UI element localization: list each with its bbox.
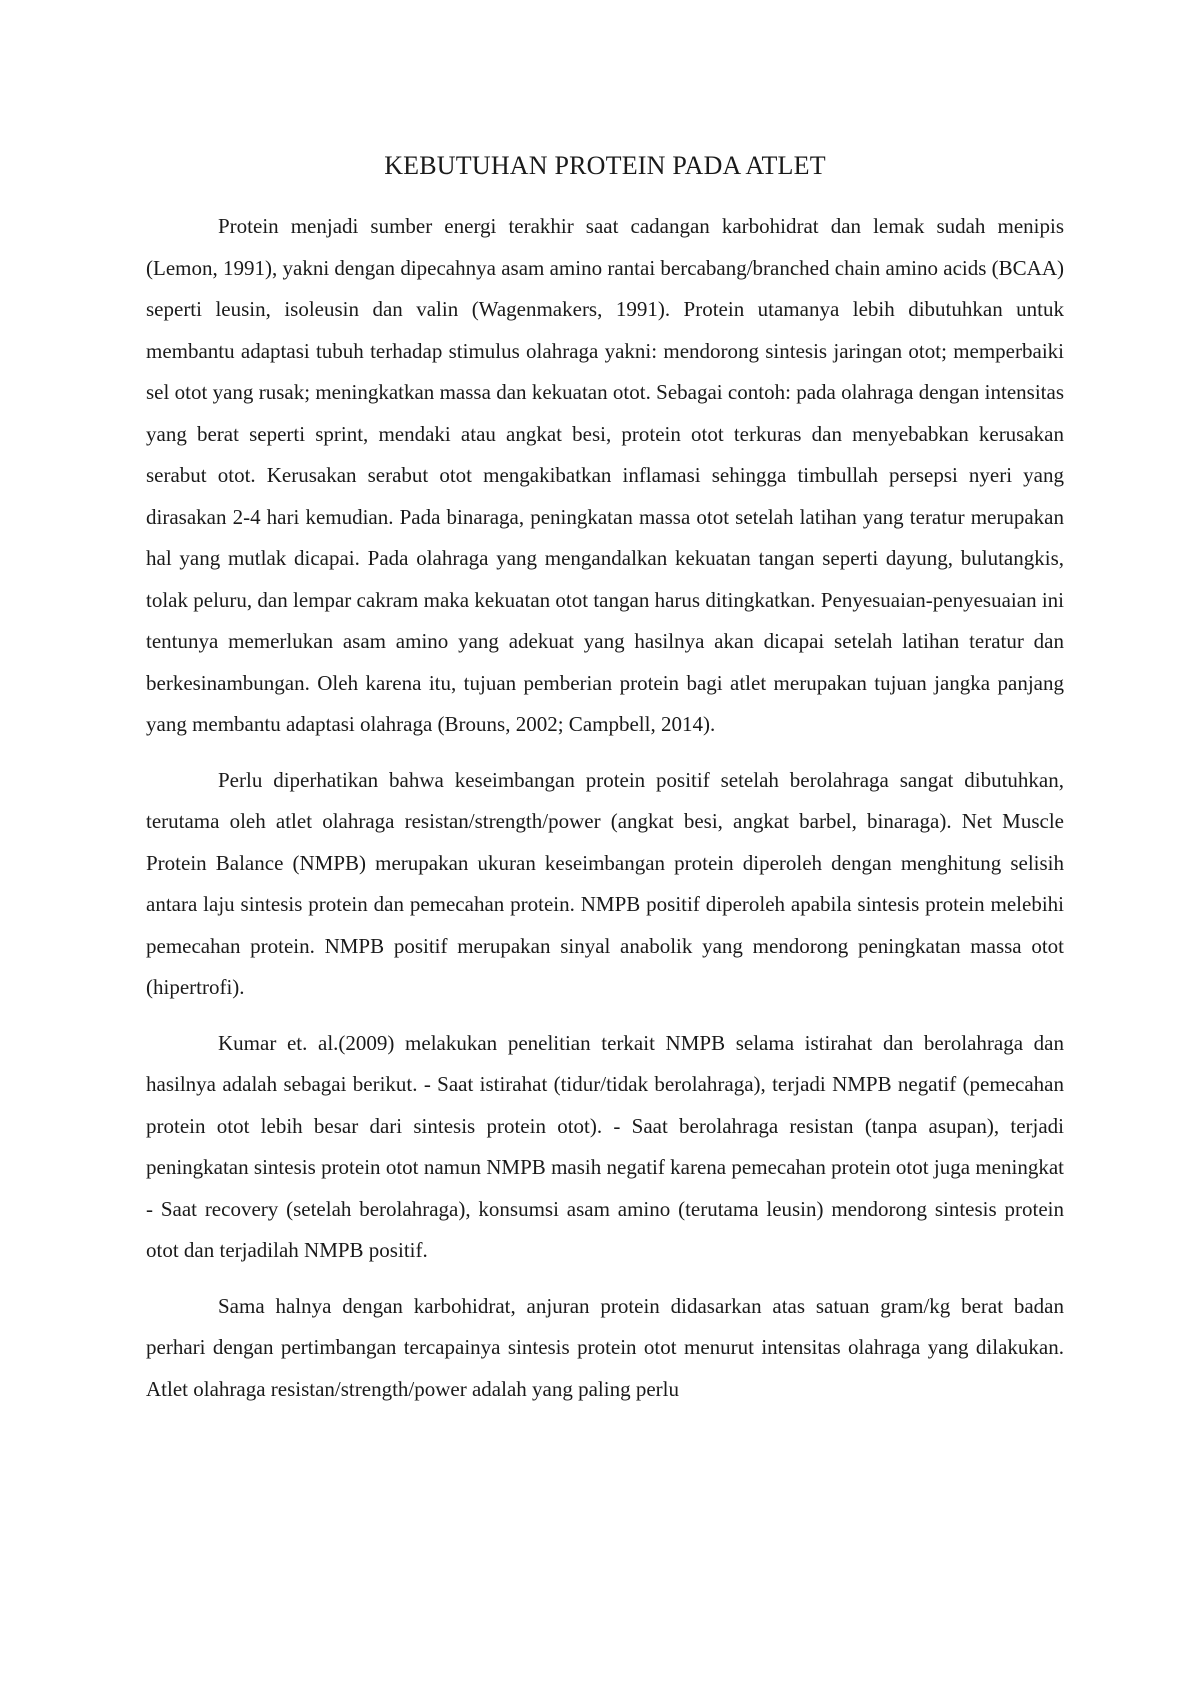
- document-body: [146, 146, 1064, 1424]
- paragraph-1: Protein menjadi sumber energi terakhir saat cadangan karbohidrat dan lemak sudah menipis (Lemon, 1991), yakni dengan dipecahnya asam amino rantai bercabang/branched chain amino acids (BCAA) seperti leusin, isoleusin dan valin (Wagenmakers, 1991). Protein utamanya lebih dibutuhkan untuk membantu adaptasi tubuh terhadap stimulus olahraga yakni: mendorong sintesis jaringan otot; memperbaiki sel otot yang rusak; meningkatkan massa dan kekuatan otot. Sebagai contoh: pada olahraga dengan intensitas yang berat seperti sprint, mendaki atau angkat besi, protein otot terkuras dan menyebabkan kerusakan serabut otot. Kerusakan serabut otot mengakibatkan inflamasi sehingga timbullah persepsi nyeri yang dirasakan 2-4 hari kemudian. Pada binaraga, peningkatan massa otot setelah latihan yang teratur merupakan hal yang mutlak dicapai. Pada olahraga yang mengandalkan kekuatan tangan seperti dayung, bulutangkis, tolak peluru, dan lempar cakram maka kekuatan otot tangan harus ditingkatkan. Penyesuaian-penyesuaian ini tentunya memerlukan asam amino yang adekuat yang hasilnya akan dicapai setelah latihan teratur dan berkesinambungan. Oleh karena itu, tujuan pemberian protein bagi atlet merupakan tujuan jangka panjang yang membantu adaptasi olahraga (Brouns, 2002; Campbell, 2014).: [146, 214, 1064, 736]
- document-title: KEBUTUHAN PROTEIN PADA ATLET: [384, 151, 826, 180]
- paragraph-2: Perlu diperhatikan bahwa keseimbangan protein positif setelah berolahraga sangat dibutuhkan, terutama oleh atlet olahraga resistan/strength/power (angkat besi, angkat barbel, binaraga). Net Muscle Protein Balance (NMPB) merupakan ukuran keseimbangan protein diperoleh dengan menghitung selisih antara laju sintesis protein dan pemecahan protein. NMPB positif diperoleh apabila sintesis protein melebihi pemecahan protein. NMPB positif merupakan sinyal anabolik yang mendorong peningkatan massa otot (hipertrofi).: [146, 767, 1064, 999]
- paragraph-3: Kumar et. al.(2009) melakukan penelitian terkait NMPB selama istirahat dan berolahraga dan hasilnya adalah sebagai berikut. - Saat istirahat (tidur/tidak berolahraga), terjadi NMPB negatif (pemecahan protein otot lebih besar dari sintesis protein otot). - Saat berolahraga resistan (tanpa asupan), terjadi peningkatan sintesis protein otot namun NMPB masih negatif karena pemecahan protein otot juga meningkat - Saat recovery (setelah berolahraga), konsumsi asam amino (terutama leusin) mendorong sintesis protein otot dan terjadilah NMPB positif.: [146, 1030, 1064, 1262]
- paragraph-4: Sama halnya dengan karbohidrat, anjuran protein didasarkan atas satuan gram/kg berat badan perhari dengan pertimbangan tercapainya sintesis protein otot menurut intensitas olahraga yang dilakukan. Atlet olahraga resistan/strength/power adalah yang paling perlu: [146, 1293, 1064, 1401]
